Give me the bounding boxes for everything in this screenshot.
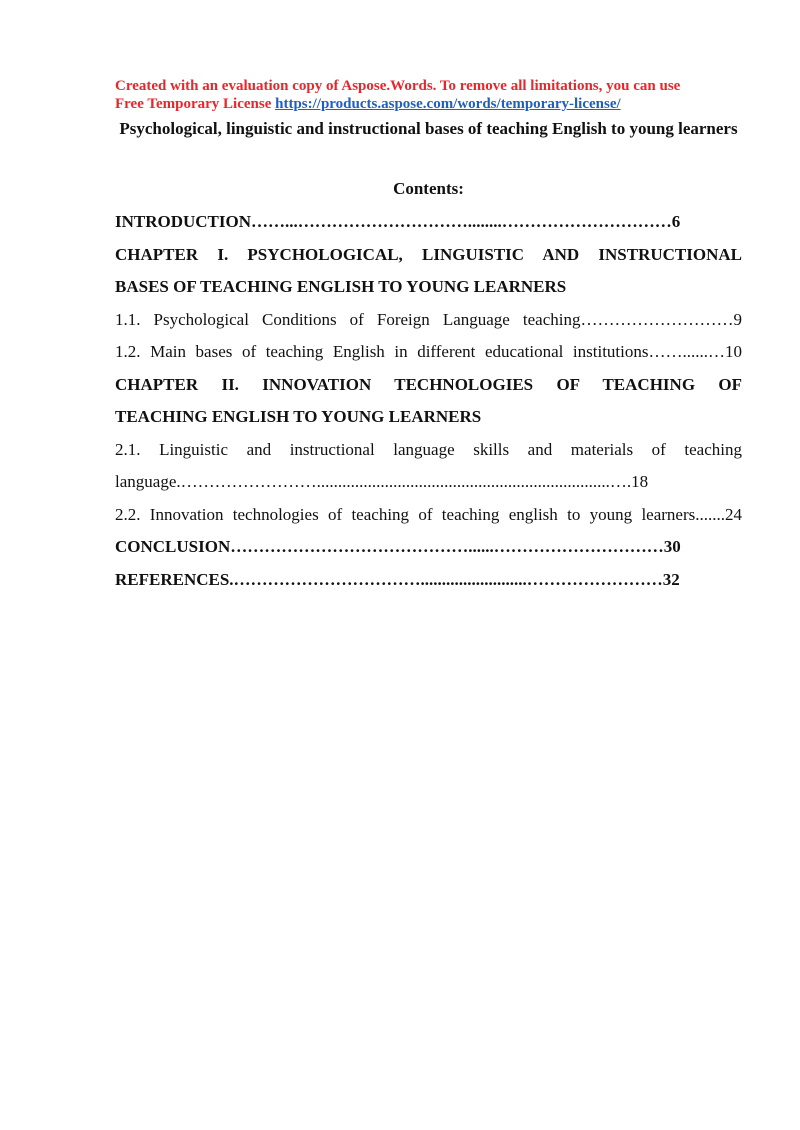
- toc-entry-2-1-line-2[interactable]: language.…………………….....................................................................….18: [115, 472, 649, 491]
- toc-entry-conclusion[interactable]: CONCLUSION……………………………………......…………………………30: [115, 537, 681, 556]
- toc-entry-2-2[interactable]: 2.2. Innovation technologies of teaching of teaching english to young learners.......24: [115, 504, 742, 524]
- document-title: Psychological, linguistic and instructional bases of teaching English to young learners: [119, 119, 738, 138]
- toc-entry-2-1-line-1[interactable]: 2.1. Linguistic and instructional language skills and materials of teaching: [115, 439, 742, 459]
- temporary-license-link[interactable]: https://products.aspose.com/words/temporary-license/: [275, 96, 621, 112]
- toc-entry-1-2[interactable]: 1.2. Main bases of teaching English in different educational institutions……......…10: [115, 342, 742, 361]
- toc-entry-chapter-1-line-1[interactable]: CHAPTER I. PSYCHOLOGICAL, LINGUISTIC AND INSTRUCTIONAL: [115, 244, 742, 264]
- toc-entry-1-1[interactable]: 1.1. Psychological Conditions of Foreign Language teaching………………………9: [115, 309, 742, 329]
- evaluation-watermark: [115, 77, 755, 113]
- watermark-license-label: Free Temporary License: [115, 96, 276, 112]
- toc-entry-chapter-2-line-1[interactable]: CHAPTER II. INNOVATION TECHNOLOGIES OF TEACHING OF: [115, 374, 742, 394]
- contents-heading: Contents:: [393, 179, 464, 198]
- watermark-line-1: Created with an evaluation copy of Aspose.Words. To remove all limitations, you can use: [115, 78, 681, 94]
- toc-entry-chapter-1-line-2[interactable]: BASES OF TEACHING ENGLISH TO YOUNG LEARNERS: [115, 277, 567, 296]
- watermark-line-2: [115, 95, 755, 113]
- table-of-contents: [115, 206, 742, 596]
- toc-entry-introduction[interactable]: INTRODUCTION……...…………………………........…………………………6: [115, 212, 681, 231]
- toc-entry-references[interactable]: REFERENCES.…………………………….........................……………………32: [115, 569, 680, 589]
- toc-entry-chapter-2-line-2[interactable]: TEACHING ENGLISH TO YOUNG LEARNERS: [115, 407, 482, 426]
